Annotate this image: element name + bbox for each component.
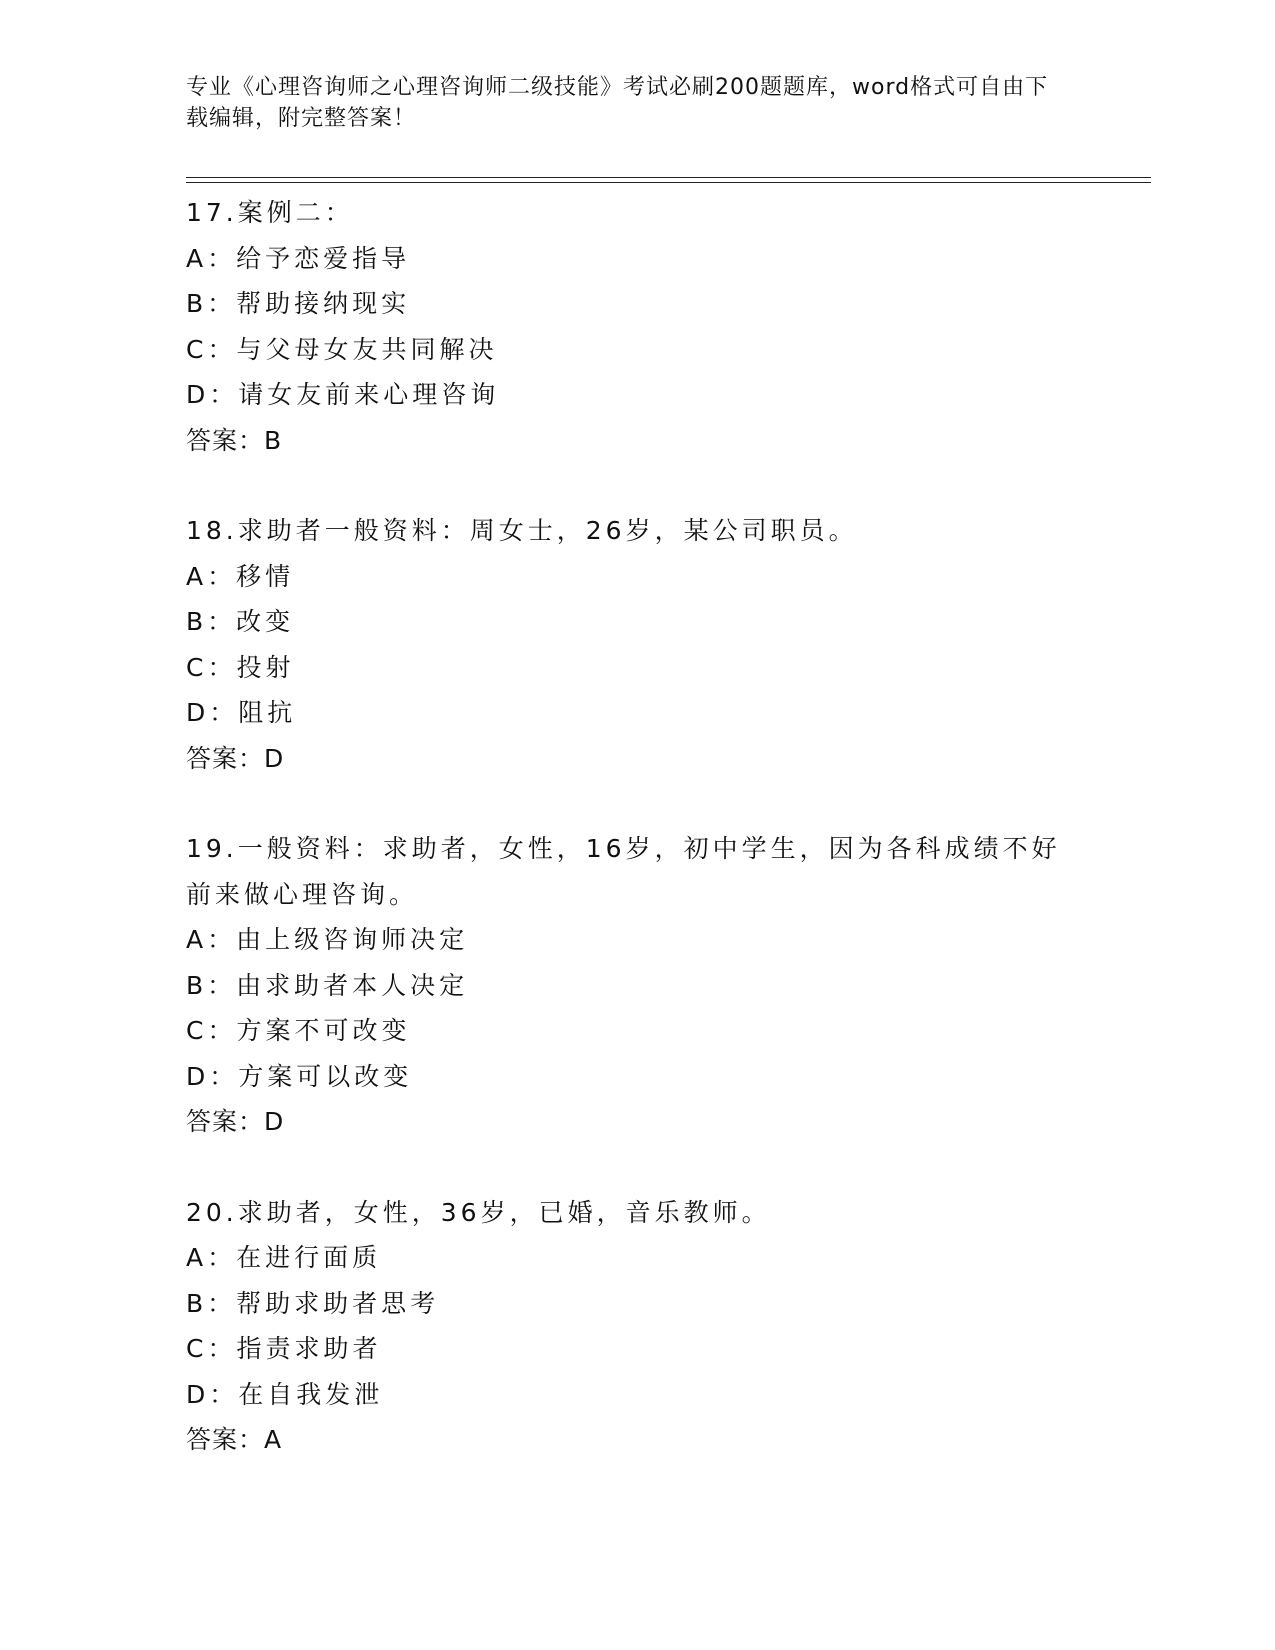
question-stem: 18.求助者一般资料：周女士，26岁，某公司职员。 [186,516,858,545]
question-stem: 20.求助者，女性，36岁，已婚，音乐教师。 [186,1197,771,1227]
option-c: C：方案不可改变 [186,1016,411,1045]
option-d: D：方案可以改变 [186,1061,413,1091]
option-b: B：帮助求助者思考 [186,1288,440,1318]
option-b: B：帮助接纳现实 [186,289,411,318]
answer-line: 答案：B [186,425,283,455]
question-20 [186,1190,1086,1463]
answer-line: 答案：D [186,743,285,773]
question-stem: 17.案例二： [186,198,354,227]
question-17 [186,190,1086,463]
answer-line: 答案：D [186,1107,285,1136]
option-c: C：指责求助者 [186,1334,382,1363]
option-b: B：改变 [186,607,295,636]
option-d: D：请女友前来心理咨询 [186,380,500,409]
option-d: D：阻抗 [186,698,297,727]
option-c: C：投射 [186,652,295,682]
question-stem: 19.一般资料：求助者，女性，16岁，初中学生，因为各科成绩不好前来做心理咨询。 [186,834,1061,909]
question-list [186,190,1086,1508]
option-a: A：移情 [186,561,295,591]
option-a: A：给予恋爱指导 [186,243,411,273]
option-a: A：在进行面质 [186,1243,382,1272]
answer-line: 答案：A [186,1425,283,1454]
option-c: C：与父母女友共同解决 [186,334,498,364]
header-rule-top [186,177,1151,178]
option-b: B：由求助者本人决定 [186,970,469,1000]
header-rule-bottom [186,182,1151,183]
question-19 [186,826,1086,1145]
document-header: 专业《心理咨询师之心理咨询师二级技能》考试必刷200题题库，word格式可自由下载编辑，附完整答案！ [186,75,1049,131]
question-18 [186,508,1086,781]
option-a: A：由上级咨询师决定 [186,925,469,954]
option-d: D：在自我发泄 [186,1379,384,1409]
